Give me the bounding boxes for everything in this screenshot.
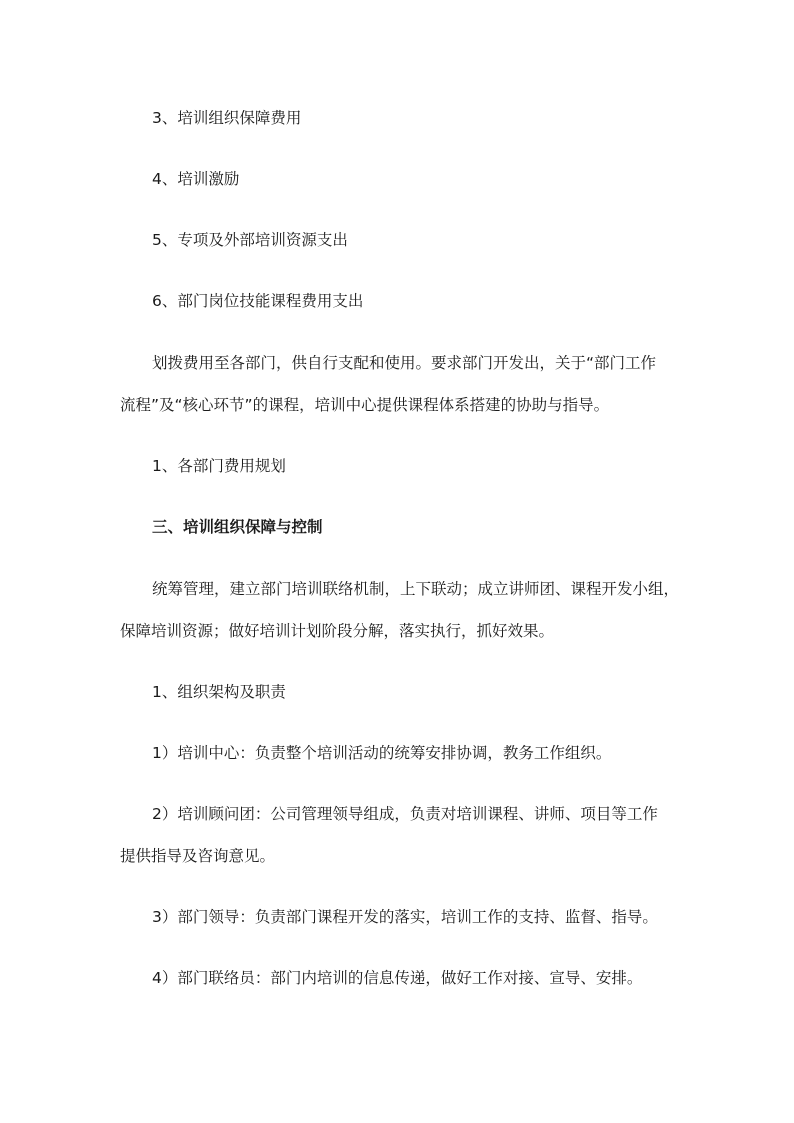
list-item-training-org-cost: 3、培训组织保障费用	[152, 109, 302, 127]
paragraph-overall-line2: 保障培训资源；做好培训计划阶段分解，落实执行，抓好效果。	[120, 622, 555, 640]
section-heading: 三、培训组织保障与控制	[152, 518, 323, 536]
list-item-external-resources: 5、专项及外部培训资源支出	[152, 231, 348, 249]
list-item-dept-budget: 1、各部门费用规划	[152, 457, 286, 475]
paragraph-overall-line1: 统筹管理，建立部门培训联络机制，上下联动；成立讲师团、课程开发小组，	[152, 580, 680, 598]
paragraph-allocation-line1: 划拨费用至各部门，供自行支配和使用。要求部门开发出，关于“部门工作	[152, 354, 657, 372]
duty-advisory-line1: 2）培训顾问团：公司管理领导组成，负责对培训课程、讲师、项目等工作	[152, 805, 658, 823]
duty-training-center: 1）培训中心：负责整个培训活动的统筹安排协调，教务工作组织。	[152, 744, 612, 762]
duty-dept-leader: 3）部门领导：负责部门课程开发的落实，培训工作的支持、监督、指导。	[152, 908, 658, 926]
paragraph-allocation-line2: 流程”及“核心环节”的课程，培训中心提供课程体系搭建的协助与指导。	[120, 396, 610, 414]
list-item-dept-course-cost: 6、部门岗位技能课程费用支出	[152, 292, 364, 310]
list-item-org-structure: 1、组织架构及职责	[152, 683, 286, 701]
duty-dept-liaison: 4）部门联络员：部门内培训的信息传递，做好工作对接、宣导、安排。	[152, 969, 643, 987]
list-item-training-incentive: 4、培训激励	[152, 170, 240, 188]
duty-advisory-line2: 提供指导及咨询意见。	[120, 847, 276, 865]
